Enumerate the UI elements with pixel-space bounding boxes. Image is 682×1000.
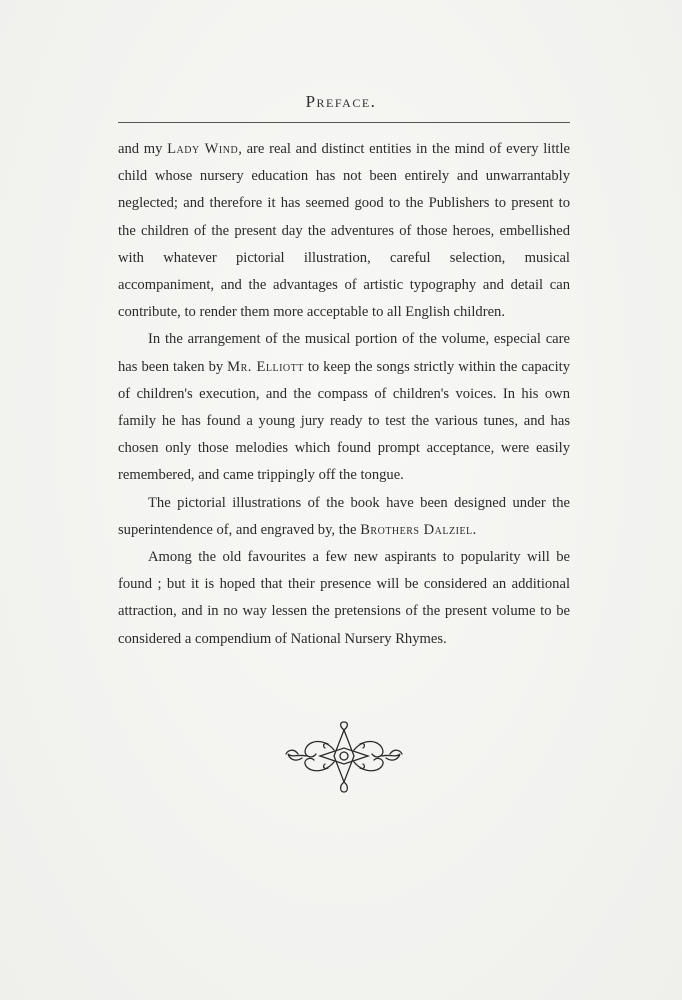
preface-body xyxy=(118,136,570,653)
paragraph xyxy=(118,490,570,544)
engraver-name: Brothers Dalziel xyxy=(360,521,473,538)
person-name: Mr. Elliott xyxy=(227,358,304,375)
paragraph xyxy=(118,544,570,653)
paragraph-text: The pictorial illustrations of the book have been designed under the superintendence of, and engraved by, the xyxy=(118,494,570,538)
floral-tailpiece-icon xyxy=(284,720,404,794)
paragraph-text: to keep the songs strictly within the capacity of children's execution, and the compass of children's voices. In his own family he has found a young jury ready to test the various tunes, and has chosen only those melodies which found prompt acceptance, were easily remembered, and came trippingly off the tongue. xyxy=(118,358,571,484)
paragraph-text: In the arrangement of the musical portion of the volume, especial care has been taken by xyxy=(118,331,570,375)
paragraph-text: . xyxy=(472,521,477,538)
header-rule xyxy=(118,122,570,123)
character-name: Lady Wind xyxy=(167,141,239,157)
paragraph xyxy=(118,326,570,489)
paragraph-text: and my xyxy=(118,141,168,157)
paragraph xyxy=(118,136,570,326)
paragraph-text: Among the old favourites a few new aspirants to popularity will be found ; but it is hoped that their presence will be considered an additional attraction, and in no way lessen the pretensions of the present volume to be considered a compendium of National Nursery Rhymes. xyxy=(118,549,570,647)
page-title: Preface. xyxy=(305,92,377,111)
paragraph-text: , are real and distinct entities in the mind of every little child whose nursery education has not been entirely and unwarrantably neglected; and therefore it has seemed good to the Publishers to present to the children of the present day the adventures of those heroes, embellished with whatever pictorial illustration, careful selection, musical accompaniment, and the advantages of artistic typography and detail can contribute, to render them more acceptable to all English children. xyxy=(118,141,570,321)
